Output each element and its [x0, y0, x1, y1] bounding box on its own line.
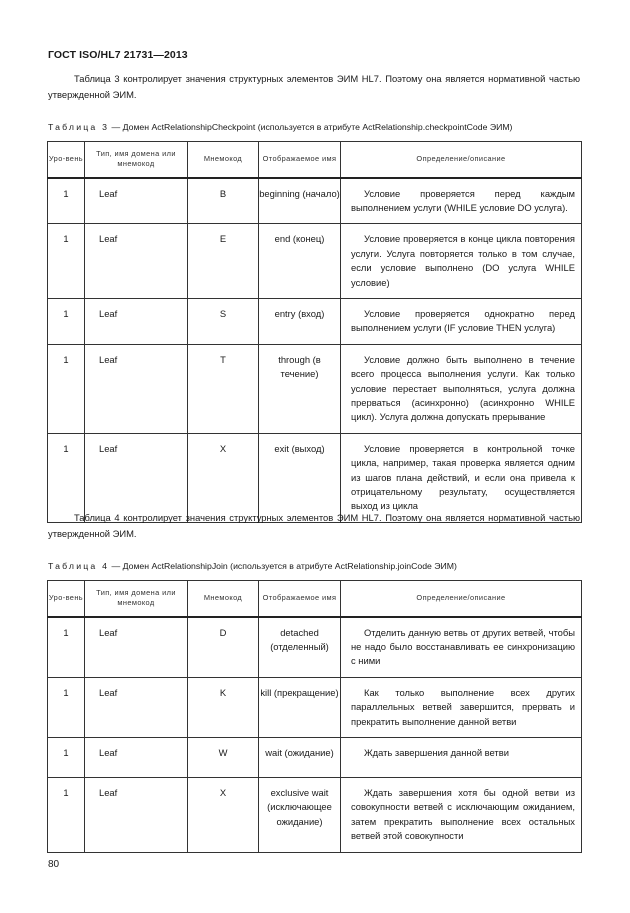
- page-number: 80: [48, 859, 60, 870]
- cell-mnemonic: B: [188, 178, 259, 224]
- table-row: [48, 777, 582, 852]
- cell-type: Leaf: [85, 617, 188, 678]
- cell-display-name: entry (вход): [259, 298, 341, 344]
- cell-mnemonic: X: [188, 777, 259, 852]
- table3-caption: [48, 122, 512, 132]
- table-row: [48, 737, 582, 777]
- cell-type: Leaf: [85, 344, 188, 433]
- table-row: [48, 344, 582, 433]
- col-header-mnemonic: Мнемокод: [188, 581, 259, 617]
- cell-type: Leaf: [85, 777, 188, 852]
- cell-display-name: exit (выход): [259, 433, 341, 522]
- cell-definition: Отделить данную ветвь от других ветвей, чтобы не надо было восстанавливать ее синхронизацию с ними: [341, 617, 582, 678]
- col-header-definition: Определение/описание: [341, 581, 582, 617]
- cell-type: Leaf: [85, 178, 188, 224]
- cell-display-name: beginning (начало): [259, 178, 341, 224]
- col-header-mnemonic: Мнемокод: [188, 142, 259, 178]
- cell-mnemonic: E: [188, 224, 259, 299]
- cell-display-name: through (в течение): [259, 344, 341, 433]
- table-row: [48, 224, 582, 299]
- cell-mnemonic: S: [188, 298, 259, 344]
- col-header-level: Уро-вень: [48, 142, 85, 178]
- col-header-display-name: Отображаемое имя: [259, 581, 341, 617]
- table3-caption-text: — Домен ActRelationshipCheckpoint (используется в атрибуте ActRelationship.checkpointCode ЭИМ): [111, 122, 513, 132]
- cell-level: 1: [48, 344, 85, 433]
- cell-level: 1: [48, 433, 85, 522]
- cell-definition: Ждать завершения данной ветви: [341, 737, 582, 777]
- col-header-type: Тип, имя домена или мнемокод: [85, 581, 188, 617]
- cell-level: 1: [48, 737, 85, 777]
- cell-display-name: exclusive wait (исключающее ожидание): [259, 777, 341, 852]
- col-header-level: Уро-вень: [48, 581, 85, 617]
- col-header-display-name: Отображаемое имя: [259, 142, 341, 178]
- col-header-type: Тип, имя домена или мнемокод: [85, 142, 188, 178]
- cell-definition: Ждать завершения хотя бы одной ветви из совокупности ветвей с исключающим ожиданием, затем прекратить выполнение всех остальных ветвей этой совокупности: [341, 777, 582, 852]
- cell-display-name: end (конец): [259, 224, 341, 299]
- cell-display-name: wait (ожидание): [259, 737, 341, 777]
- table3: [47, 141, 582, 523]
- cell-definition: Условие проверяется в конце цикла повторения услуги. Услуга повторяется только в том случае, если условие выполнено (DO услуга WHILE условие): [341, 224, 582, 299]
- cell-mnemonic: K: [188, 677, 259, 737]
- cell-level: 1: [48, 677, 85, 737]
- table-row: [48, 178, 582, 224]
- cell-definition: Условие проверяется в контрольной точке цикла, например, такая проверка является одним из шагов плана действий, и если она привела к отрицательному результату, осуществляется выход из цикла: [341, 433, 582, 522]
- cell-definition: Условие должно быть выполнено в течение всего процесса выполнения услуги. Как только условие перестает выполняться, услуга должна прерваться (асинхронно) (асинхронно WHILE цикл). Услуга должна допускать прерывание: [341, 344, 582, 433]
- cell-definition: Условие проверяется перед каждым выполнением услуги (WHILE условие DO услуга).: [341, 178, 582, 224]
- cell-type: Leaf: [85, 224, 188, 299]
- table4-caption-label: Таблица 4: [48, 561, 110, 571]
- cell-type: Leaf: [85, 737, 188, 777]
- table4-caption-text: — Домен ActRelationshipJoin (используется в атрибуте ActRelationship.joinCode ЭИМ): [111, 561, 457, 571]
- table-row: [48, 617, 582, 678]
- table3-caption-label: Таблица 3: [48, 122, 110, 132]
- cell-mnemonic: T: [188, 344, 259, 433]
- cell-level: 1: [48, 298, 85, 344]
- paragraph-table3-intro: Таблица 3 контролирует значения структурных элементов ЭИМ HL7. Поэтому она является нормативной частью утвержденной ЭИМ.: [48, 73, 580, 100]
- col-header-definition: Определение/описание: [341, 142, 582, 178]
- cell-mnemonic: X: [188, 433, 259, 522]
- cell-level: 1: [48, 224, 85, 299]
- cell-level: 1: [48, 617, 85, 678]
- table4: [47, 580, 582, 853]
- cell-mnemonic: W: [188, 737, 259, 777]
- table-row: [48, 677, 582, 737]
- cell-definition: Условие проверяется однократно перед выполнением услуги (IF условие THEN услуга): [341, 298, 582, 344]
- cell-level: 1: [48, 777, 85, 852]
- table-row: [48, 298, 582, 344]
- cell-type: Leaf: [85, 433, 188, 522]
- table4-caption: [48, 561, 457, 571]
- table4-header-row: [48, 581, 582, 617]
- paragraph-table4-intro: Таблица 4 контролирует значения структурных элементов ЭИМ HL7. Поэтому она является нормативной частью утвержденной ЭИМ.: [48, 512, 580, 539]
- cell-mnemonic: D: [188, 617, 259, 678]
- cell-type: Leaf: [85, 298, 188, 344]
- cell-level: 1: [48, 178, 85, 224]
- cell-type: Leaf: [85, 677, 188, 737]
- table-row: [48, 433, 582, 522]
- cell-display-name: kill (прекращение): [259, 677, 341, 737]
- cell-definition: Как только выполнение всех других параллельных ветвей завершится, прервать и прекратить выполнение данной ветви: [341, 677, 582, 737]
- table3-header-row: [48, 142, 582, 178]
- document-header: ГОСТ ISO/HL7 21731—2013: [48, 49, 188, 61]
- cell-display-name: detached (отделенный): [259, 617, 341, 678]
